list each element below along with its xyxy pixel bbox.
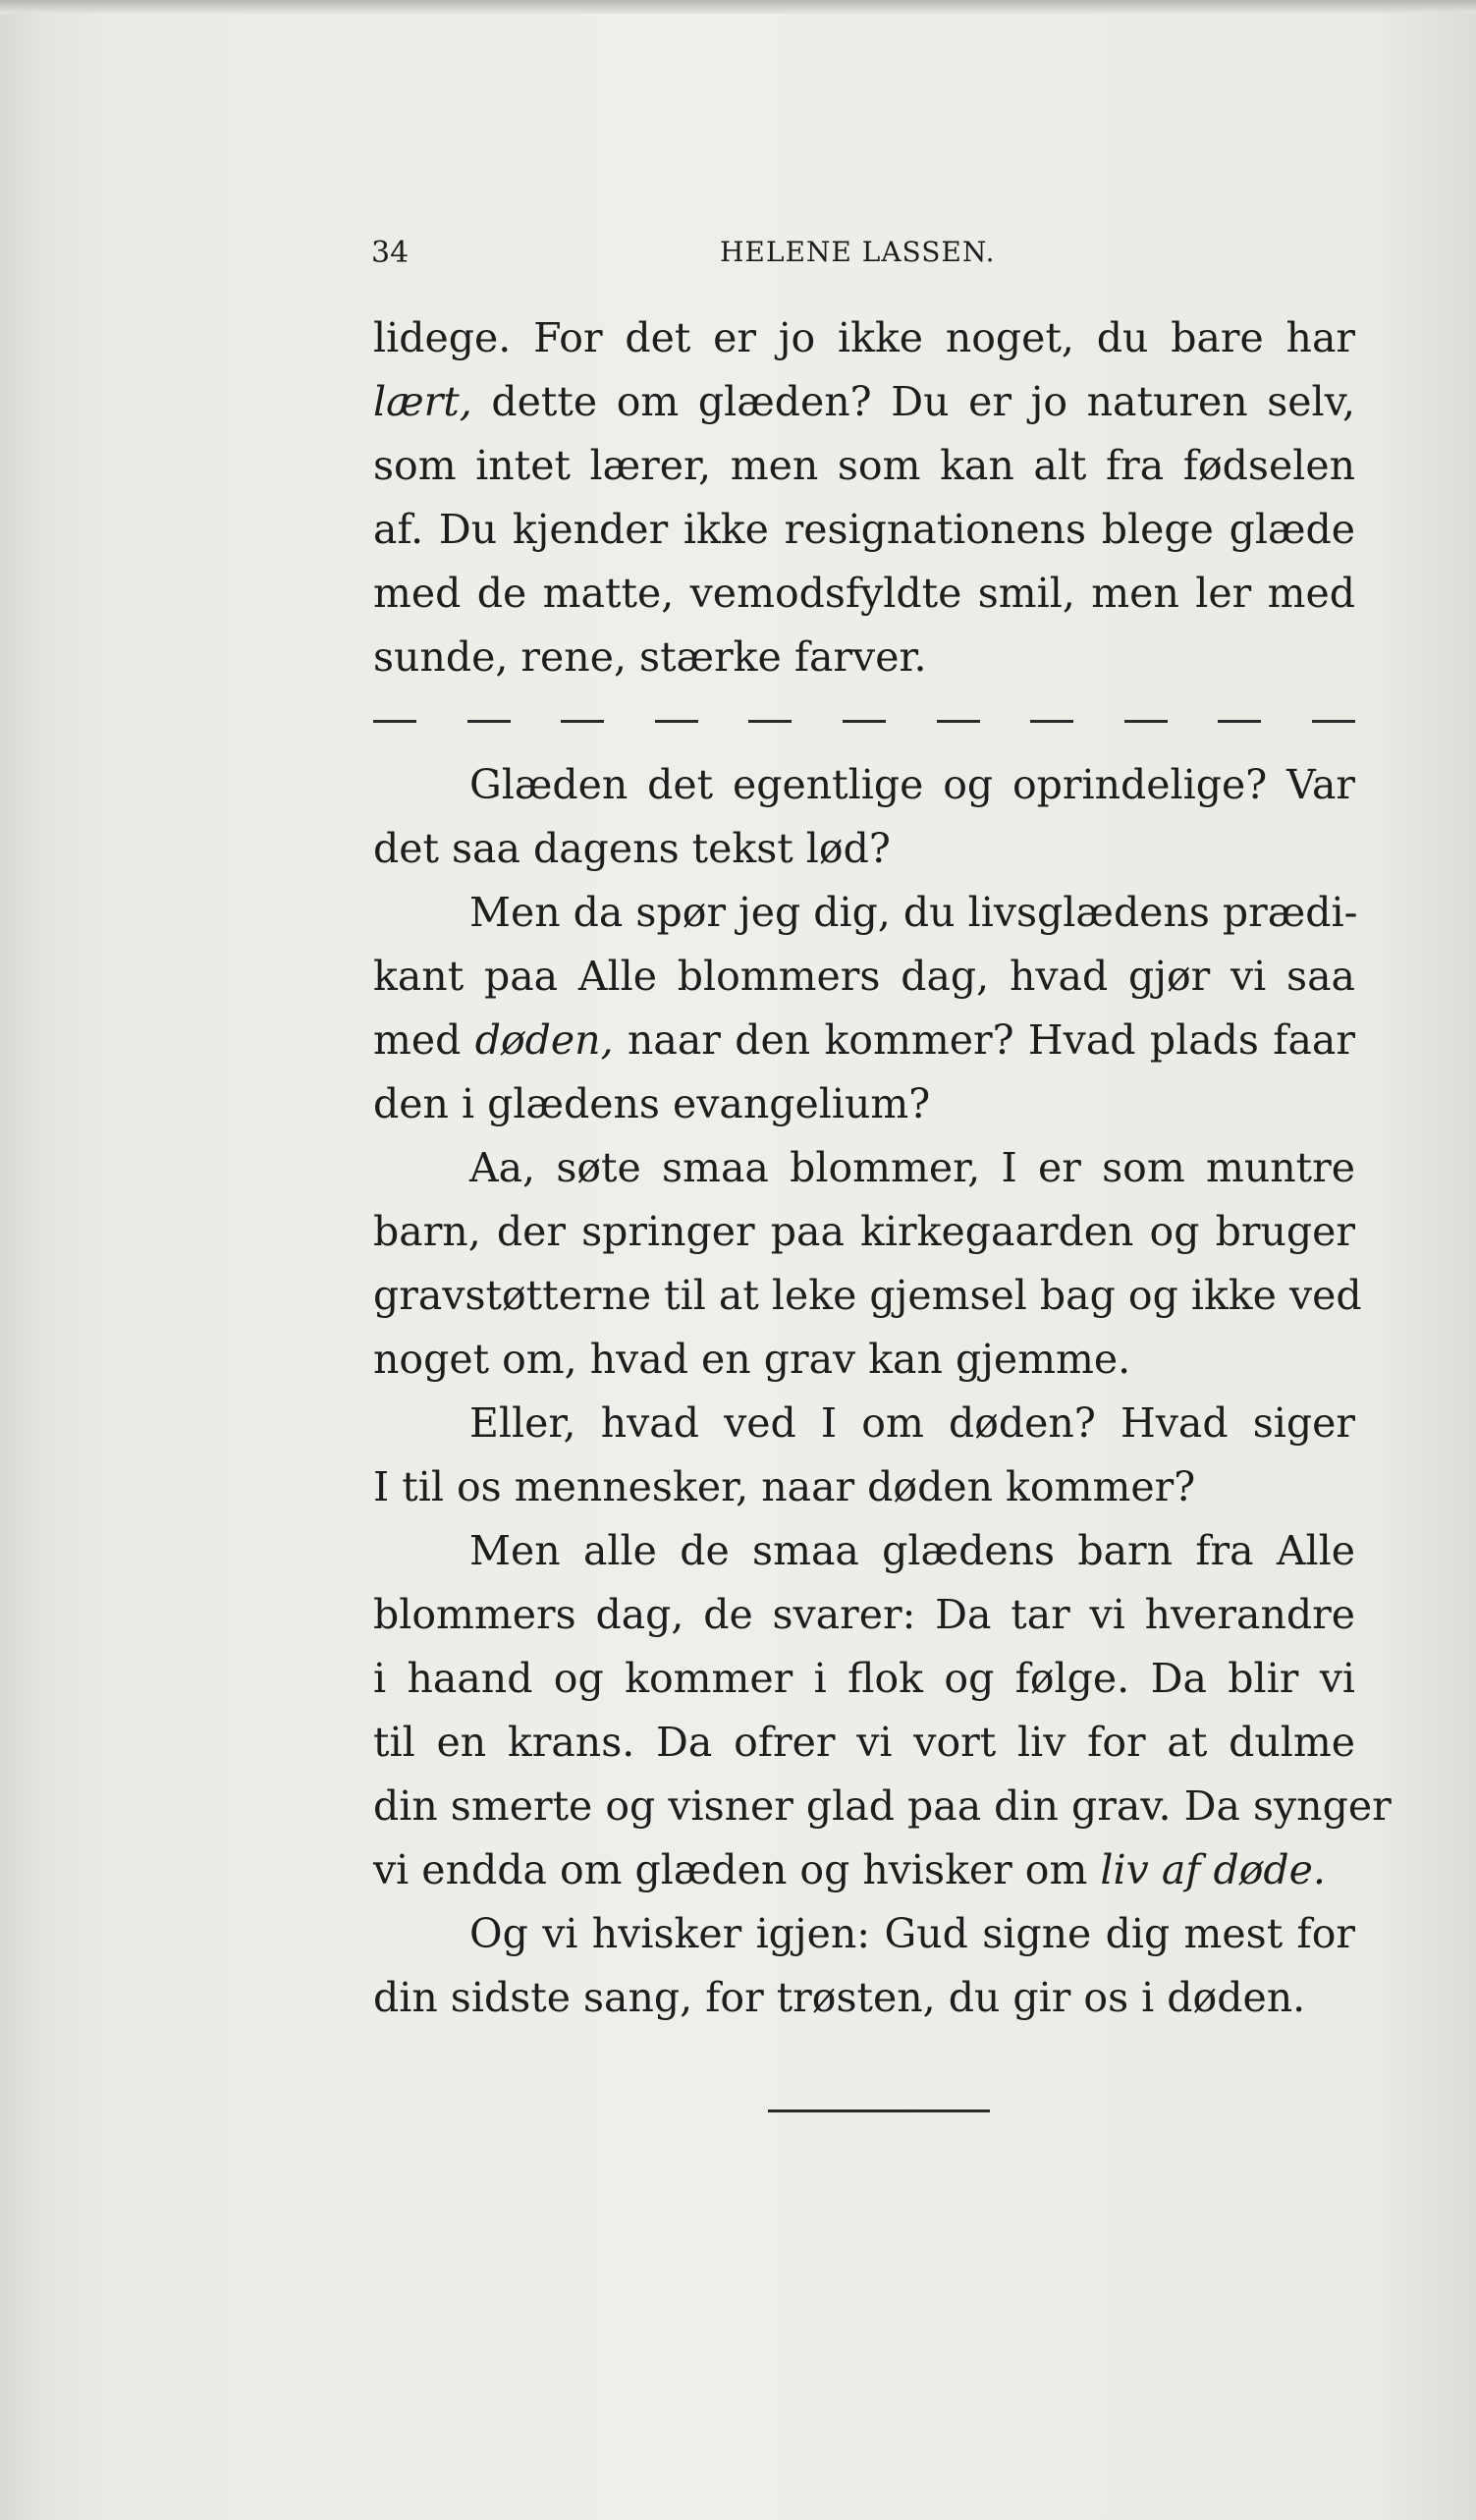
text-line: Men da spør jeg dig, du livsglædens prædi- [469, 889, 1358, 936]
text-line: I til os mennesker, naar døden kommer? [373, 1463, 1196, 1510]
text-line: noget om, hvad en grav kan gjemme. [373, 1336, 1131, 1383]
italic-word: døden, [474, 1016, 614, 1064]
running-head [0, 226, 1476, 275]
text-line: barn, der springer paa kirkegaarden og bruger [373, 1208, 1355, 1255]
dash [843, 720, 886, 723]
dash [1124, 720, 1168, 723]
text-line: af. Du kjender ikke resignationens blege glæde [373, 506, 1355, 553]
dash [1030, 720, 1073, 723]
text-line: gravstøtterne til at leke gjemsel bag og ikke ved [373, 1272, 1362, 1319]
text-line [373, 1009, 1355, 1072]
text-line: lidege. For det er jo ikke noget, du bare har [373, 314, 1355, 361]
text-line: din sidste sang, for trøsten, du gir os i døden. [373, 1974, 1306, 2021]
end-rule [768, 2109, 990, 2112]
italic-phrase: liv af døde. [1100, 1846, 1326, 1893]
dash [748, 720, 792, 723]
body-text [373, 306, 1392, 2030]
text-line: kant paa Alle blommers dag, hvad gjør vi saa [373, 953, 1355, 1000]
text-line: Eller, hvad ved I om døden? Hvad siger [469, 1399, 1355, 1447]
text-line: den i glædens evangelium? [373, 1080, 931, 1127]
text-line: din smerte og visner glad paa din grav. Da synger [373, 1782, 1392, 1830]
text-line: i haand og kommer i flok og følge. Da blir vi [373, 1655, 1355, 1702]
text-line [373, 370, 1355, 434]
text-line: Men alle de smaa glædens barn fra Alle [469, 1527, 1355, 1574]
text-line: Aa, søte smaa blommer, I er som muntre [469, 1144, 1355, 1191]
dash [1218, 720, 1261, 723]
text-line: blommers dag, de svarer: Da tar vi hverandre [373, 1591, 1355, 1638]
text-span: dette om glæden? Du er jo naturen selv, [491, 378, 1355, 425]
running-title: HELENE LASSEN. [720, 236, 996, 268]
text-span: vi endda om glæden og hvisker om [373, 1846, 1088, 1893]
text-span: naar den kommer? Hvad plads faar [627, 1016, 1355, 1064]
dash [561, 720, 604, 723]
text-line: med de matte, vemodsfyldte smil, men ler med [373, 570, 1355, 617]
text-line: Og vi hvisker igjen: Gud signe dig mest for [469, 1910, 1355, 1957]
text-line: det saa dagens tekst lød? [373, 825, 891, 872]
dash [1312, 720, 1355, 723]
dash [655, 720, 698, 723]
dash [937, 720, 980, 723]
text-line: som intet lærer, men som kan alt fra fødselen [373, 442, 1355, 489]
dash [373, 720, 416, 723]
section-break-dashes [373, 689, 1355, 753]
text-span: med [373, 1016, 462, 1064]
text-line: Glæden det egentlige og oprindelige? Var [469, 761, 1355, 808]
italic-word: lært, [373, 378, 472, 425]
text-line: sunde, rene, stærke farver. [373, 633, 927, 681]
text-line: til en krans. Da ofrer vi vort liv for at dulme [373, 1719, 1355, 1766]
text-line [373, 1838, 1355, 1902]
page-number: 34 [371, 236, 410, 270]
dash [467, 720, 511, 723]
